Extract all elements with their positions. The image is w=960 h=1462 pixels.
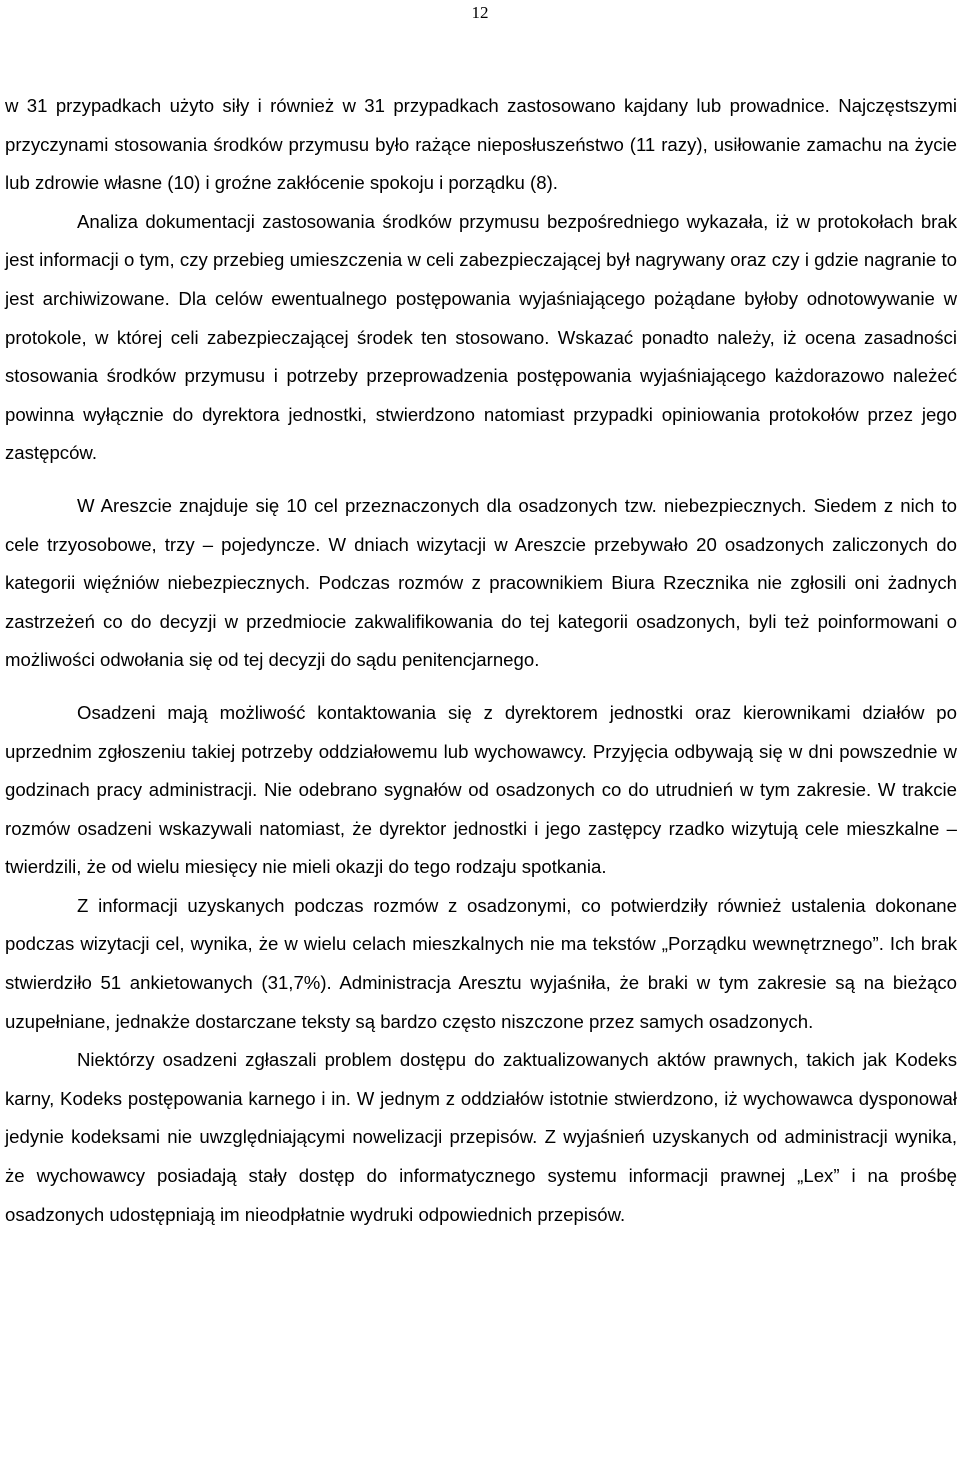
- paragraph-4: Osadzeni mają możliwość kontaktowania się z dyrektorem jednostki oraz kierownikami działów po uprzednim zgłoszeniu takiej potrzeby oddziałowemu lub wychowawcy. Przyjęcia odbywają się w dni powszednie w godzinach pracy administracji. Nie odebrano sygnałów od osadzonych co do utrudnień w tym zakresie. W trakcie rozmów osadzeni wskazywali natomiast, że dyrektor jednostki i jego zastępcy rzadko wizytują cele mieszkalne – twierdzili, że od wielu miesięcy nie mieli okazji do tego rodzaju spotkania.: [5, 701, 957, 878]
- page-number: 12: [471, 3, 489, 22]
- paragraph-6: Niektórzy osadzeni zgłaszali problem dostępu do zaktualizowanych aktów prawnych, takich jak Kodeks karny, Kodeks postępowania karnego i in. W jednym z oddziałów istotnie stwierdzono, iż wychowawca dysponował jedynie kodeksami nie uwzględniającymi nowelizacji przepisów. Z wyjaśnień uzyskanych od administracji wynika, że wychowawcy posiadają stały dostęp do informatycznego systemu informacji prawnej „Lex” i na prośbę osadzonych udostępniają im nieodpłatnie wydruki odpowiednich przepisów.: [5, 1049, 957, 1225]
- document-body: [5, 87, 957, 1234]
- paragraph-3: W Areszcie znajduje się 10 cel przeznaczonych dla osadzonych tzw. niebezpiecznych. Siedem z nich to cele trzyosobowe, trzy – pojedyncze. W dniach wizytacji w Areszcie przebywało 20 osadzonych zaliczonych do kategorii więźniów niebezpiecznych. Podczas rozmów z pracownikiem Biura Rzecznika nie zgłosili oni żadnych zastrzeżeń co do decyzji w przedmiocie zakwalifikowania do tej kategorii osadzonych, byli też poinformowani o możliwości odwołania się od tej decyzji do sądu penitencjarnego.: [5, 494, 957, 671]
- paragraph-2: Analiza dokumentacji zastosowania środków przymusu bezpośredniego wykazała, iż w protokołach brak jest informacji o tym, czy przebieg umieszczenia w celi zabezpieczającej był nagrywany oraz czy i gdzie nagranie to jest archiwizowane. Dla celów ewentualnego postępowania wyjaśniającego pożądane byłoby odnotowywanie w protokole, w której celi zabezpieczającej środek ten stosowano. Wskazać ponadto należy, iż ocena zasadności stosowania środków przymusu i potrzeby przeprowadzenia postępowania wyjaśniającego każdorazowo należeć powinna wyłącznie do dyrektora jednostki, stwierdzono natomiast przypadki opiniowania protokołów przez jego zastępców.: [5, 210, 957, 464]
- paragraph-1: w 31 przypadkach użyto siły i również w 31 przypadkach zastosowano kajdany lub prowadnice. Najczęstszymi przyczynami stosowania środków przymusu było rażące nieposłuszeństwo (11 razy), usiłowanie zamachu na życie lub zdrowie własne (10) i groźne zakłócenie spokoju i porządku (8).: [5, 95, 957, 194]
- paragraph-5: Z informacji uzyskanych podczas rozmów z osadzonymi, co potwierdziły również ustalenia dokonane podczas wizytacji cel, wynika, że w wielu celach mieszkalnych nie ma tekstów „Porządku wewnętrznego”. Ich brak stwierdziło 51 ankietowanych (31,7%). Administracja Aresztu wyjaśniła, że braki w tym zakresie są na bieżąco uzupełniane, jednakże dostarczane teksty są bardzo często niszczone przez samych osadzonych.: [5, 894, 957, 1032]
